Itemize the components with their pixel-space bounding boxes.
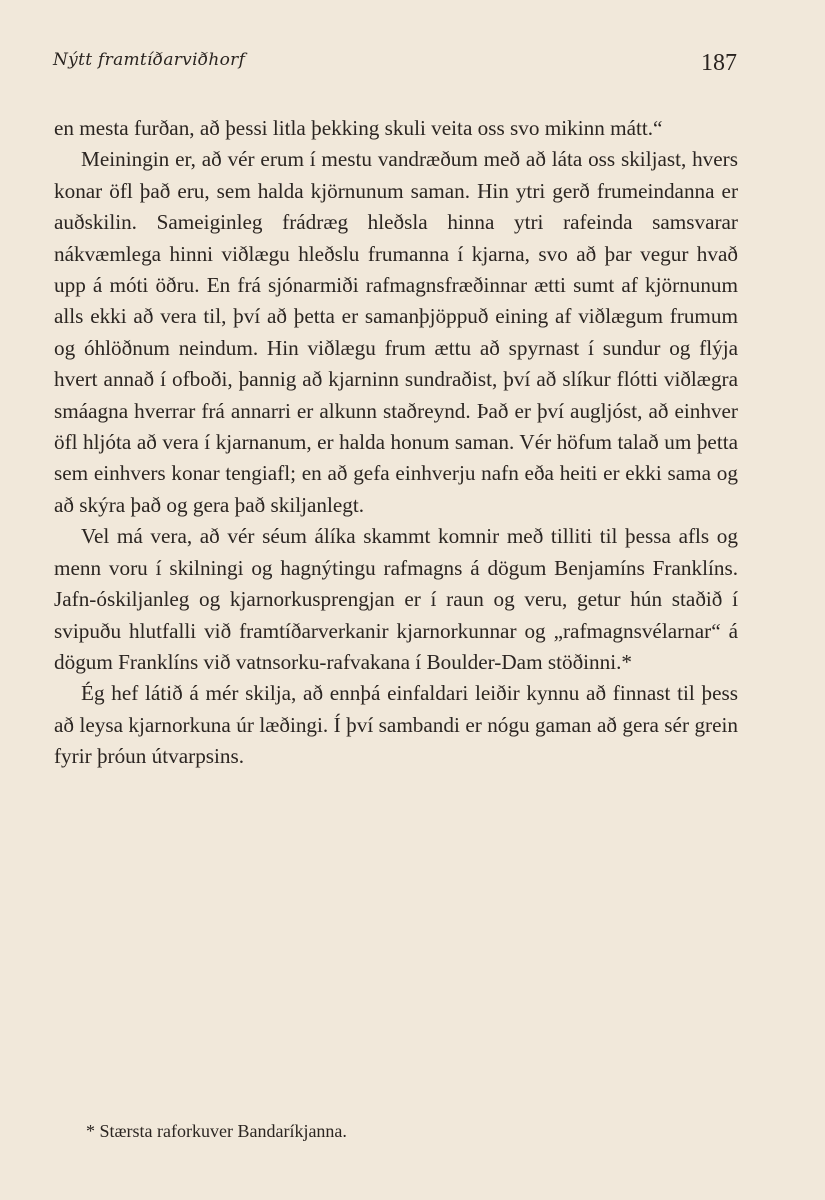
paragraph-continuation: en mesta furðan, að þessi litla þekking skuli veita oss svo mikinn mátt.“ (54, 116, 663, 140)
page-number: 187 (701, 50, 737, 76)
paragraph: Meiningin er, að vér erum í mestu vandræðum með að láta oss skiljast, hvers konar öfl það eru, sem halda kjörnunum saman. Hin ytri gerð frumeindanna er auðskilin. Sameiginleg frádræg hleðsla hinna ytri rafeinda samsvarar nákvæmlega hinni viðlægu hleðslu frumanna í kjarna, svo að þar vegur hvað upp á móti öðru. En frá sjónarmiði rafmagnsfræðinnar ætti sumt af kjörnunum alls ekki að vera til, því að þetta er samanþjöppuð eining af viðlægum frumum og óhlöðnum neindum. Hin viðlægu frum ættu að spyrnast í sundur og flýja hvert annað í ofboði, þannig að kjarninn sundraðist, því að slíkur flótti viðlægra smáagna hverrar frá annarri er alkunn staðreynd. Það er því augljóst, að einhver öfl hljóta að vera í kjarnanum, er halda honum saman. Vér höfum talað um þetta sem einhvers konar tengiafl; en að gefa einhverju nafn eða heiti er ekki sama og að skýra það og gera það skiljanlegt. (54, 147, 738, 517)
running-title: Nýtt framtíðarviðhorf (53, 50, 246, 70)
paragraph: Vel má vera, að vér séum álíka skammt komnir með tilliti til þessa afls og menn voru í skilningi og hagnýtingu rafmagns á dögum Benjamíns Franklíns. Jafn-óskiljanleg og kjarnorkusprengjan er í raun og veru, getur hún staðið í svipuðu hlutfalli við framtíðarverkanir kjarnorkunnar og „rafmagnsvélarnar“ á dögum Franklíns við vatnsorku-rafvakana í Boulder-Dam stöðinni.* (54, 524, 738, 674)
paragraph: Ég hef látið á mér skilja, að ennþá einfaldari leiðir kynnu að finnast til þess að leysa kjarnorkuna úr læðingi. Í því sambandi er nógu gaman að gera sér grein fyrir þróun útvarpsins. (54, 681, 738, 769)
body-text (54, 113, 738, 773)
footnote: * Stærsta raforkuver Bandaríkjanna. (86, 1121, 347, 1141)
